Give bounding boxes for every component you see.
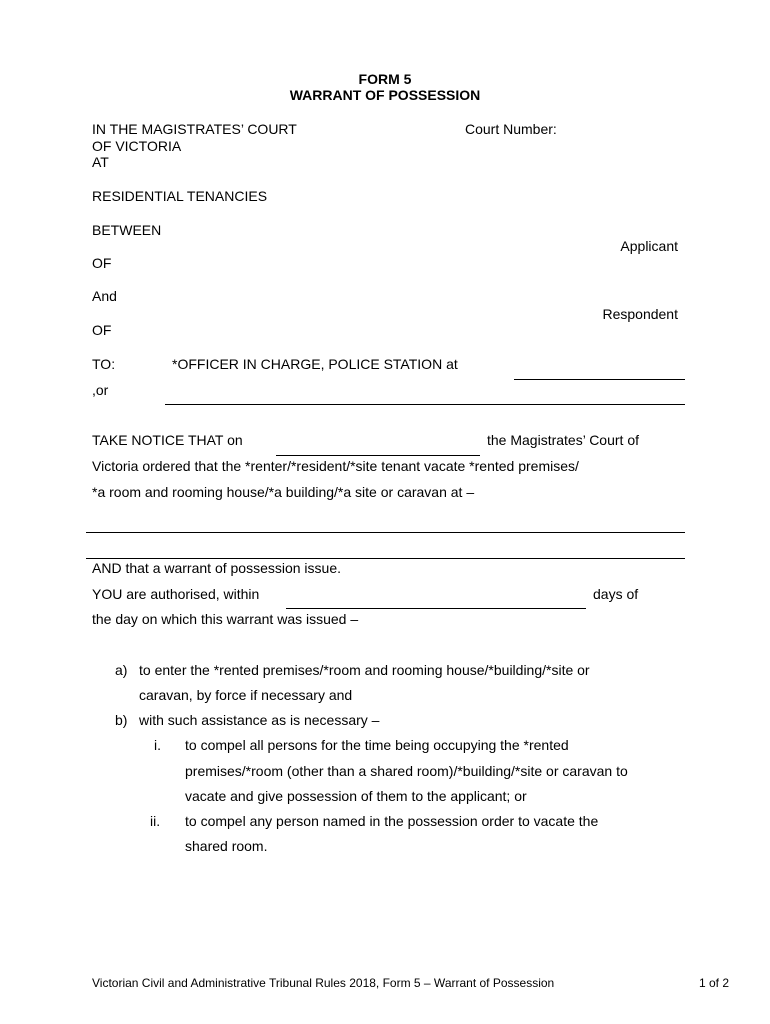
officer-text: *OFFICER IN CHARGE, POLICE STATION at (172, 356, 458, 372)
list-item-i-line-1: to compel all persons for the time being occupying the *rented (185, 737, 569, 753)
date-line (276, 455, 480, 456)
court-line-1: IN THE MAGISTRATES’ COURT (92, 121, 297, 137)
list-marker-a: a) (115, 662, 128, 678)
list-marker-i: i. (154, 737, 161, 753)
list-item-a-line-1: to enter the *rented premises/*room and rooming house/*building/*site or (139, 662, 590, 678)
notice-line-2: Victoria ordered that the *renter/*resident/*site tenant vacate *rented premises/ (92, 458, 579, 474)
day-issued-text: the day on which this warrant was issued – (92, 611, 359, 627)
list-item-b-line-1: with such assistance as is necessary – (139, 712, 380, 728)
and-that-text: AND that a warrant of possession issue. (92, 560, 342, 576)
and-label: And (92, 288, 117, 304)
jurisdiction: RESIDENTIAL TENANCIES (92, 188, 268, 204)
list-marker-ii: ii. (150, 813, 161, 829)
court-number-label: Court Number: (465, 121, 557, 137)
authorised-text: YOU are authorised, within (92, 586, 260, 602)
list-item-i-line-2: premises/*room (other than a shared room)/*building/*site or caravan to (185, 763, 628, 779)
address-line-1 (86, 532, 685, 533)
applicant-label: Applicant (620, 238, 678, 254)
form-number: FORM 5 (358, 71, 412, 87)
or-label: ,or (92, 382, 109, 398)
list-item-ii-line-2: shared room. (185, 838, 268, 854)
police-station-line (514, 379, 685, 380)
respondent-label: Respondent (602, 306, 678, 322)
court-line-3: AT (92, 154, 109, 170)
between-label: BETWEEN (92, 222, 162, 238)
days-line (286, 608, 586, 609)
address-line-2 (86, 558, 685, 559)
list-item-ii-line-1: to compel any person named in the possession order to vacate the (185, 813, 599, 829)
of-label-2: OF (92, 322, 112, 338)
list-item-a-line-2: caravan, by force if necessary and (139, 687, 353, 703)
days-of-text: days of (593, 586, 639, 602)
take-notice-text: TAKE NOTICE THAT on (92, 432, 243, 448)
list-marker-b: b) (115, 712, 128, 728)
magistrates-court-text: the Magistrates’ Court of (487, 432, 639, 448)
court-line-2: OF VICTORIA (92, 138, 182, 154)
list-item-i-line-3: vacate and give possession of them to the applicant; or (185, 788, 527, 804)
notice-line-3: *a room and rooming house/*a building/*a site or caravan at – (92, 484, 475, 500)
page-number: 1 of 2 (698, 976, 729, 990)
form-title: WARRANT OF POSSESSION (289, 87, 481, 103)
of-label-1: OF (92, 255, 112, 271)
footer-source: Victorian Civil and Administrative Tribunal Rules 2018, Form 5 – Warrant of Possession (92, 976, 555, 990)
or-line (165, 404, 685, 405)
to-label: TO: (92, 356, 116, 372)
